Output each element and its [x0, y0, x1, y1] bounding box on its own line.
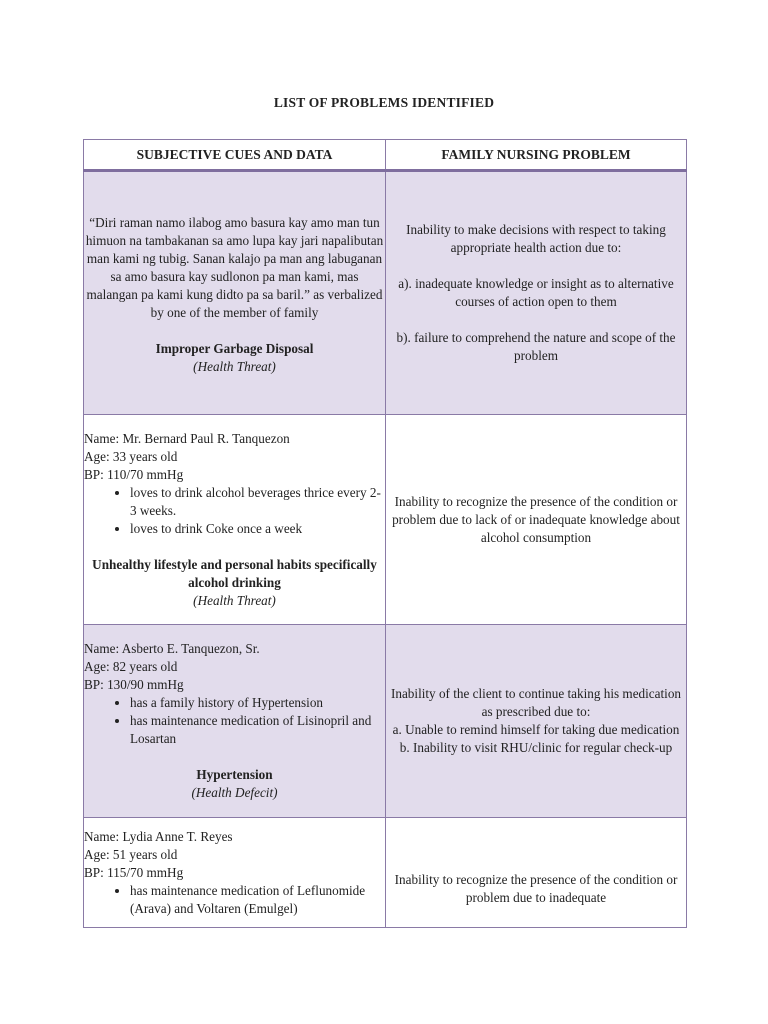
page-title: LIST OF PROBLEMS IDENTIFIED: [273, 95, 495, 110]
subjective-cell: [84, 625, 386, 818]
table-row: [84, 625, 687, 818]
problems-table: [83, 139, 687, 928]
nursing-problem-cell: [386, 415, 687, 625]
problem-name: Hypertension: [196, 767, 273, 782]
patient-bp: BP: 115/70 mmHg: [84, 864, 184, 880]
subjective-cell: [84, 415, 386, 625]
list-item: • loves to drink alcohol beverages thrice every 2-3 weeks.: [130, 484, 385, 520]
nursing-problem-item: a. Unable to remind himself for taking due medication: [392, 722, 680, 737]
patient-bp: BP: 110/70 mmHg: [84, 466, 184, 482]
table-header-row: [84, 140, 687, 171]
nursing-problem-text: Inability to make decisions with respect to taking appropriate health action due to:: [406, 222, 666, 255]
patient-bp: BP: 130/90 mmHg: [84, 677, 184, 692]
problem-category: (Health Defecit): [191, 785, 278, 800]
table-row: [84, 171, 687, 415]
cue-list: [84, 484, 385, 538]
cue-list: [84, 694, 385, 748]
patient-name: Name: Lydia Anne T. Reyes: [84, 828, 233, 844]
nursing-problem-item: a). inadequate knowledge or insight as to alternative courses of action open to them: [398, 276, 674, 309]
nursing-problem-text: Inability to recognize the presence of the condition or problem due to lack of or inadequate knowledge about alcohol consumption: [392, 493, 680, 545]
problem-category: (Health Threat): [193, 359, 276, 374]
problem-name: Unhealthy lifestyle and personal habits specifically alcohol drinking: [92, 556, 377, 590]
header-subjective-cues: SUBJECTIVE CUES AND DATA: [84, 140, 386, 171]
patient-name: Name: Asberto E. Tanquezon, Sr.: [84, 641, 260, 656]
patient-age: Age: 33 years old: [84, 448, 178, 464]
patient-age: Age: 82 years old: [84, 659, 178, 674]
patient-name: Name: Mr. Bernard Paul R. Tanquezon: [84, 430, 290, 446]
header-family-nursing-problem: FAMILY NURSING PROBLEM: [386, 140, 687, 171]
nursing-problem-text: Inability of the client to continue taking his medication as prescribed due to:: [390, 686, 682, 719]
family-quote: “Diri raman namo ilabog amo basura kay amo man tun himuon na tambakanan sa amo lupa kay jari napalibutan man kami ng tubig. Sanan kalajo pa man ang labuganan sa amo basura kay sudlonon pa man kami, mas malangan pa kami kung didto pa sa baril.” as verbalized by one of the member of family: [85, 215, 384, 320]
patient-age: Age: 51 years old: [84, 846, 178, 862]
subjective-cell: [84, 818, 386, 928]
cue-list: [84, 882, 385, 918]
nursing-problem-text: Inability to recognize the presence of the condition or problem due to inadequate: [394, 872, 678, 905]
problem-name: Improper Garbage Disposal: [155, 341, 314, 356]
table-row: [84, 415, 687, 625]
problem-category: (Health Threat): [193, 592, 276, 608]
nursing-problem-cell: [386, 818, 687, 928]
nursing-problem-cell: [386, 171, 687, 415]
nursing-problem-item: b). failure to comprehend the nature and scope of the problem: [396, 330, 676, 363]
subjective-cell: [84, 171, 386, 415]
list-item: • has a family history of Hypertension: [130, 694, 385, 712]
list-item: • has maintenance medication of Leflunomide (Arava) and Voltaren (Emulgel): [130, 882, 385, 918]
nursing-problem-cell: [386, 625, 687, 818]
list-item: • has maintenance medication of Lisinopril and Losartan: [130, 712, 385, 748]
nursing-problem-item: b. Inability to visit RHU/clinic for regular check-up: [399, 740, 673, 755]
list-item: • loves to drink Coke once a week: [130, 520, 385, 538]
table-row: [84, 818, 687, 928]
